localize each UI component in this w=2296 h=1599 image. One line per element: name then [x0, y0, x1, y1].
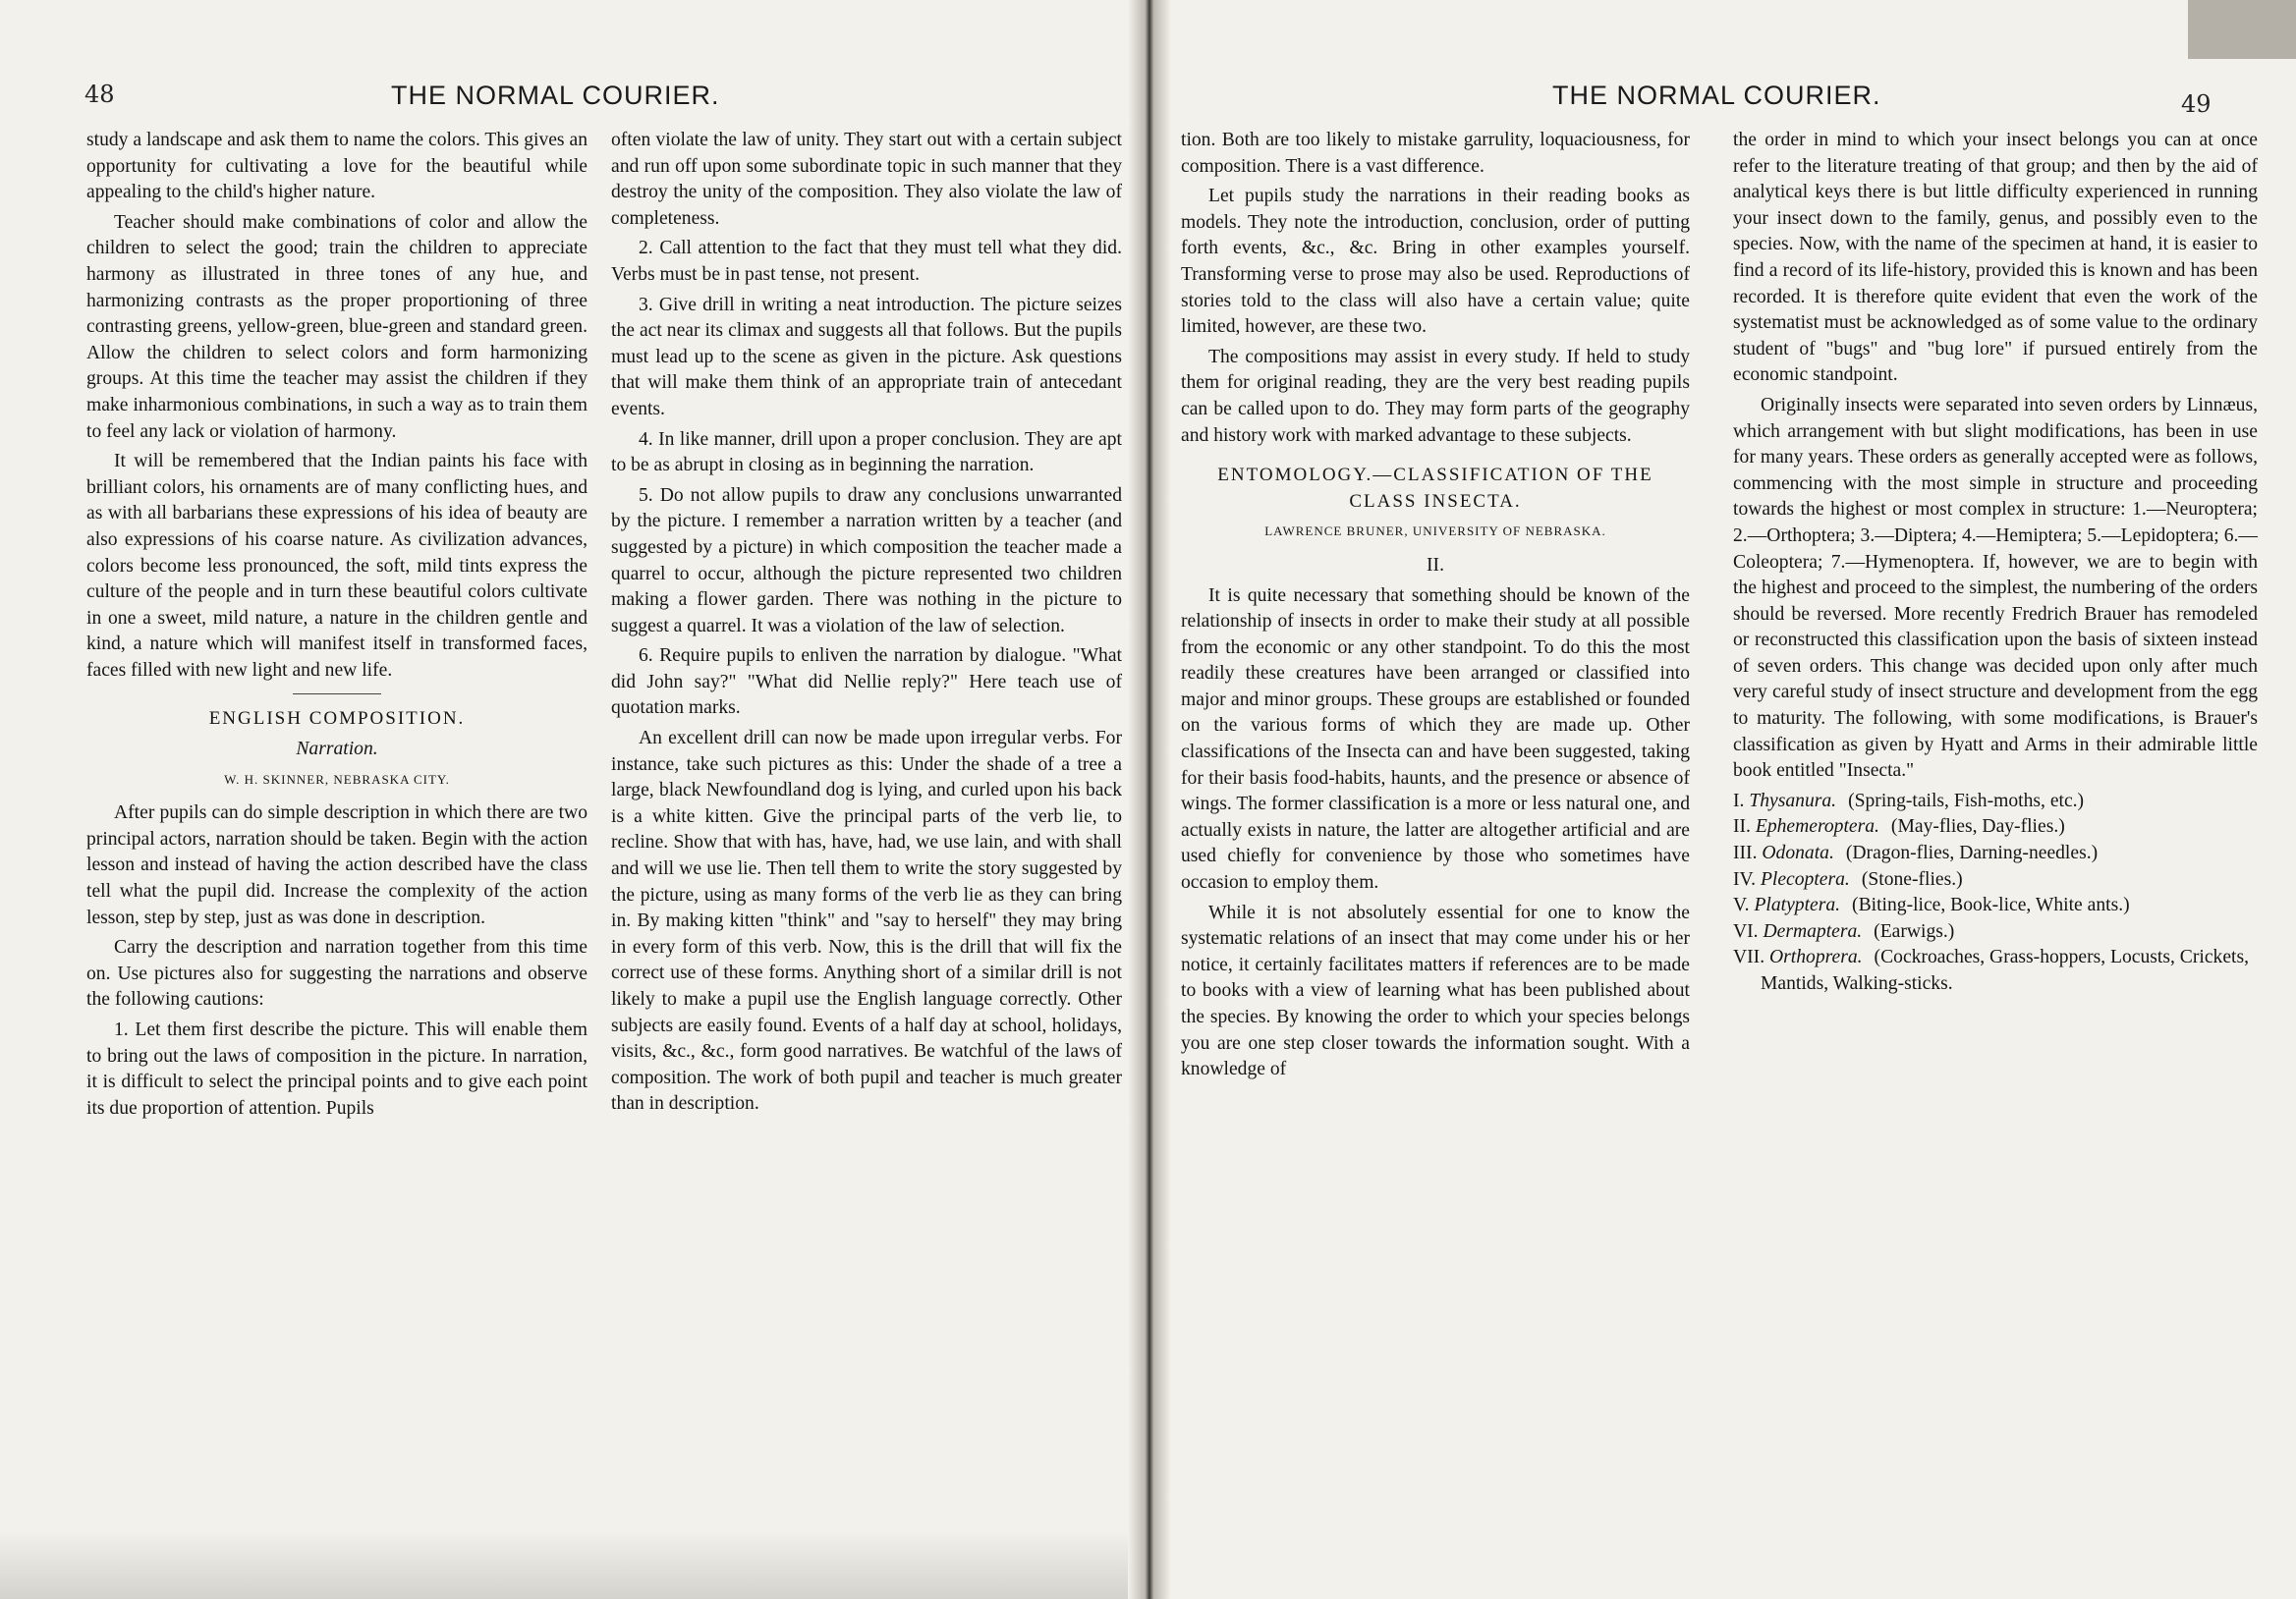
divider — [293, 693, 381, 694]
paragraph: While it is not absolutely essential for one to know the systematic relations of an insect that may come under his or her notice, it certainly facilitates matters if references are to be made to books with a view of learning what has been published about the species. By knowing the order to which your species belongs you are one step closer towards the information sought. With a knowledge of — [1181, 902, 1690, 1080]
paragraph: Teacher should make combinations of color and allow the children to select the good; train the children to appreciate harmony as illustrated in three tones of any hue, and harmonizing contrasts as the proper proportioning of three contrasting greens, yellow-green, blue-green and standard green. Allow the children to select colors and form harmonizing groups. At this time the teacher may assist the children if they make inharmonious combinations, in such a way as to train them to feel any lack or violation of harmony. — [86, 211, 588, 442]
part-number: II. — [1427, 554, 1444, 576]
list-item: I. Thysanura. (Spring-tails, Fish-moths, etc.) — [1733, 790, 2085, 811]
paragraph: After pupils can do simple description in which there are two principal actors, narration should be taken. Begin with the action lesson and instead of having the action described have the class tell what the pupil did. Increase the complexity of the action lesson, step by step, just as was done in description. — [86, 802, 588, 928]
paragraph: 3. Give drill in writing a neat introduction. The picture seizes the act near its climax and suggests all that follows. But the pupils must lead up to the scene as given in the picture. Ask questions that will make them think of an appropriate train of antecedant events. — [611, 294, 1122, 419]
list-item: III. Odonata. (Dragon-flies, Darning-needles.) — [1733, 843, 2099, 864]
page-number: 49 — [2181, 90, 2212, 118]
running-head: THE NORMAL COURIER. — [391, 81, 720, 110]
paragraph: the order in mind to which your insect belongs you can at once refer to the literature treating of that group; and then by the aid of analytical keys there is but little difficulty experienced in running your insect down to the family, genus, and possibly even to the species. Now, with the name of the specimen at hand, it is easier to find a record of its life-history, provided this is known and has been recorded. It is therefore quite evident that even the work of the systematist must be acknowledged as of some value to the ordinary student of "bugs" and "bug lore" if pursued entirely from the economic standpoint. — [1733, 130, 2258, 386]
byline: W. H. SKINNER, NEBRASKA CITY. — [224, 771, 450, 787]
list-item: VI. Dermaptera. (Earwigs.) — [1733, 920, 1955, 942]
paragraph: Carry the description and narration together from this time on. Use pictures also for suggesting the narrations and observe the following cautions: — [86, 937, 588, 1011]
paragraph: study a landscape and ask them to name the colors. This gives an opportunity for cultivating a love for the beautiful while appealing to the child's higher nature. — [86, 130, 588, 203]
paragraph: tion. Both are too likely to mistake garrulity, loquaciousness, for composition. There is a vast difference. — [1181, 130, 1690, 177]
right-column-1 — [1181, 128, 1690, 1087]
paragraph: Originally insects were separated into seven orders by Linnæus, which arrangement with but slight modifications, has been in use for many years. These orders as generally accepted were as follows, commencing with the most simple in structure and proceeding towards the highest or most complex in structure: 1.—Neuroptera; 2.—Orthoptera; 3.—Diptera; 4.—Hemiptera; 5.—Lepidoptera; 6.—Coleoptera; 7.—Hymenoptera. If, however, we are to begin with the highest and proceed to the simplest, the numbering of the orders should be reversed. More recently Fredrich Brauer has remodeled or reconstructed this classification upon the basis of sixteen instead of seven orders. This change was decided upon only after much very careful study of insect structure and development from the egg to maturity. The following, with some modifications, is Brauer's classification as given by Hyatt and Arms in their admirable little book entitled "Insecta." — [1733, 394, 2258, 782]
left-column-2 — [611, 128, 1122, 1122]
paragraph: It will be remembered that the Indian paints his face with brilliant colors, his ornaments are of many conflicting hues, and as with all barbarians these expressions of his idea of beauty are also expressions of his coarse nature. As civilization advances, colors become less pronounced, the soft, mild tints express the culture of the people and in turn these beautiful colors cultivate in one a sweet, mild nature, a nature in the children gentle and kind, a nature which will manifest itself in transformed faces, faces filled with new light and new life. — [86, 451, 588, 681]
byline: LAWRENCE BRUNER, UNIVERSITY OF NEBRASKA. — [1264, 524, 1606, 539]
left-column-1 — [86, 128, 588, 1126]
insect-orders-list — [1733, 789, 2258, 998]
section-heading: ENTOMOLOGY.—CLASSIFICATION OF THE CLASS INSECTA. — [1217, 465, 1653, 512]
running-head: THE NORMAL COURIER. — [1552, 81, 1881, 110]
section-subheading: Narration. — [296, 739, 378, 760]
paragraph: 5. Do not allow pupils to draw any conclusions unwarranted by the picture. I remember a narration written by a teacher (and suggested by a picture) in which composition the teacher made a quarrel to occur, although the picture represented two children making a flower garden. There was nothing in the picture to suggest a quarrel. It was a violation of the law of selection. — [611, 484, 1122, 636]
book-gutter — [1128, 0, 1171, 1599]
right-page — [1149, 0, 2296, 1599]
paragraph: The compositions may assist in every study. If held to study them for original reading, they are the very best reading pupils can be called upon to do. They may form parts of the geography and history work with marked advantage to these subjects. — [1181, 346, 1690, 446]
paragraph: 4. In like manner, drill upon a proper conclusion. They are apt to be as abrupt in closing as in beginning the narration. — [611, 428, 1122, 476]
right-column-2 — [1733, 128, 2258, 998]
paragraph: An excellent drill can now be made upon irregular verbs. For instance, take such pictures as this: Under the shade of a tree a large, black Newfoundland dog is lying, and curled upon his back is a white kitten. Give the principal parts of the verb lie, to recline. Show that with has, have, had, we use lain, and with shall and will we use lie. Then tell them to write the story suggested by the picture, using as many forms of the verb lie as they can bring in. By making kitten "think" and "say to herself" they may bring in every form of this verb. Now, this is the drill that will fix the correct use of these forms. Anything short of a similar drill is not likely to make a pupil use the English language correctly. Other subjects are easily found. Events of a half day at school, holidays, visits, &c., &c., form good narratives. Be watchful of the laws of composition. The work of both pupil and teacher is much greater than in description. — [611, 728, 1122, 1115]
paragraph: 6. Require pupils to enliven the narration by dialogue. "What did John say?" "What did Nellie reply?" Here teach use of quotation marks. — [611, 645, 1122, 719]
page-number: 48 — [84, 81, 115, 108]
paragraph: 1. Let them first describe the picture. This will enable them to bring out the laws of composition in the picture. In narration, it is difficult to select the principal points and to give each point its due proportion of attention. Pupils — [86, 1020, 588, 1119]
paragraph: It is quite necessary that something should be known of the relationship of insects in order to make their study at all possible from the economic or any other standpoint. To do this the most readily these creatures have been arranged or classified into major and minor groups. These groups are established or founded on the various forms of which they are made up. Other classifications of the Insecta can and have been suggested, taking for their basis food-habits, haunts, and the presence or absence of wings. The former classification is a more or less natural one, and actually exists in nature, the latter are altogether artificial and are used chiefly for convenience by those who sometimes have occasion to employ them. — [1181, 584, 1690, 894]
paragraph: often violate the law of unity. They start out with a certain subject and run off upon some subordinate topic in such manner that they destroy the unity of the composition. They also violate the law of completeness. — [611, 130, 1122, 229]
list-item: VII. Orthoprera. (Cockroaches, Grass-hoppers, Locusts, Crickets, Mantids, Walking-sticks. — [1733, 947, 2249, 994]
paragraph: 2. Call attention to the fact that they must tell what they did. Verbs must be in past tense, not present. — [611, 238, 1122, 285]
section-heading: ENGLISH COMPOSITION. — [208, 708, 466, 730]
list-item: V. Platyptera. (Biting-lice, Book-lice, White ants.) — [1733, 895, 2130, 916]
list-item: II. Ephemeroptera. (May-flies, Day-flies.) — [1733, 816, 2065, 838]
paragraph: Let pupils study the narrations in their reading books as models. They note the introduction, conclusion, order of putting forth events, &c., &c. Bring in other examples yourself. Transforming verse to prose may also be used. Reproductions of stories told to the class will also have a certain value; quite limited, however, are these two. — [1181, 186, 1690, 338]
list-item: IV. Plecoptera. (Stone-flies.) — [1733, 868, 1963, 890]
